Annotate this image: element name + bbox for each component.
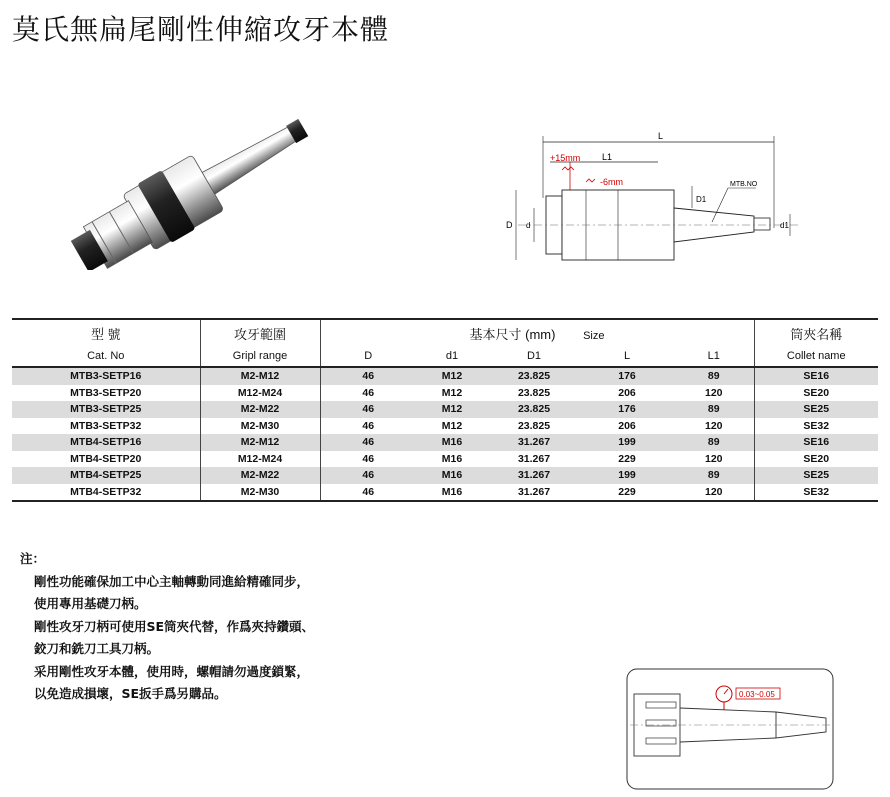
cell-L: 206 — [618, 419, 636, 432]
cell-D1: 31.267 — [488, 484, 580, 502]
cell-cat-no: MTB4-SETP20 — [12, 451, 200, 468]
cell-collet: SE32 — [754, 484, 878, 502]
cell-D1: 31.267 — [488, 434, 580, 451]
cell-d1: M16 — [416, 434, 488, 451]
tolerance-label: 0.03~0.05 — [739, 690, 775, 699]
cell-cat-no: MTB3-SETP25 — [12, 401, 200, 418]
cell-D: 46 — [362, 419, 375, 432]
table-row — [12, 401, 878, 418]
cell-grip-range: M12-M24 — [200, 385, 320, 402]
cell-L1: 89 — [674, 367, 754, 385]
header-col-D1: D1 — [488, 346, 580, 367]
cell-grip-range: M12-M24 — [200, 451, 320, 468]
dim-D: D — [506, 220, 513, 230]
cell-d1: M12 — [416, 367, 488, 385]
cell-collet: SE25 — [754, 467, 878, 484]
cell-L: 229 — [618, 452, 636, 465]
header-collet-en: Collet name — [754, 346, 878, 367]
table-row — [12, 418, 878, 435]
header-col-L: L — [580, 346, 674, 367]
header-col-D: D — [320, 346, 416, 367]
dim-L1: L1 — [602, 152, 613, 162]
cell-d1: M16 — [416, 484, 488, 502]
cell-collet: SE16 — [754, 367, 878, 385]
cell-D: 46 — [362, 386, 375, 399]
cell-D: 46 — [320, 367, 416, 385]
dim-d: d — [526, 221, 531, 230]
table-row — [12, 434, 878, 451]
header-size-en: Size — [583, 329, 605, 342]
note-line: 采用剛性攻牙本體，使用時，螺帽請勿過度鎖緊， — [34, 663, 310, 679]
cell-L1: 120 — [674, 418, 754, 435]
detail-drawing — [626, 668, 838, 792]
cell-collet: SE16 — [754, 434, 878, 451]
cell-collet: SE20 — [803, 452, 830, 465]
note-line: 剛性功能確保加工中心主軸轉動同進給精確同步， — [34, 573, 310, 589]
page-title: 莫氏無扁尾剛性伸縮攻牙本體 — [12, 13, 390, 46]
cell-L1: 89 — [674, 467, 754, 484]
cell-D1: 23.825 — [488, 401, 580, 418]
cell-grip-range: M2-M22 — [200, 401, 320, 418]
note-line: 使用專用基礎刀柄。 — [34, 596, 147, 611]
cell-D: 46 — [320, 484, 416, 502]
notes-heading: 注： — [20, 551, 46, 566]
header-collet-cn: 筒夾名稱 — [790, 326, 843, 342]
cell-L1: 120 — [674, 385, 754, 402]
cell-L: 176 — [580, 367, 674, 385]
header-model-en: Cat. No — [12, 346, 200, 367]
header-col-L1: L1 — [674, 346, 754, 367]
header-range-cn: 攻牙範圍 — [200, 319, 320, 346]
header-size-cn: 基本尺寸 (mm) — [469, 326, 556, 342]
header-range-en: Gripl range — [200, 346, 320, 367]
cell-L: 199 — [580, 467, 674, 484]
cell-cat-no: MTB3-SETP16 — [12, 367, 200, 385]
dim-L: L — [658, 131, 664, 141]
cell-grip-range: M2-M12 — [200, 367, 320, 385]
cell-cat-no: MTB4-SETP25 — [12, 467, 200, 484]
note-line: 鉸刀和銑刀工具刀柄。 — [34, 641, 160, 656]
cell-collet: SE32 — [803, 419, 830, 432]
cell-L1: 89 — [674, 401, 754, 418]
cell-d1: M16 — [416, 467, 488, 484]
cell-d1: M12 — [441, 419, 463, 432]
cell-grip-range: M2-M22 — [200, 467, 320, 484]
dim-minus: -6mm — [600, 177, 623, 187]
cell-L1: 120 — [674, 451, 754, 468]
cell-D: 46 — [362, 452, 375, 465]
product-photo — [60, 110, 330, 270]
cell-grip-range: M2-M30 — [200, 418, 320, 435]
cell-D1: 31.267 — [488, 467, 580, 484]
dim-D1: D1 — [696, 195, 707, 204]
cell-collet: SE25 — [754, 401, 878, 418]
header-size — [320, 319, 754, 346]
cell-cat-no: MTB4-SETP32 — [12, 484, 200, 502]
cell-L: 176 — [580, 401, 674, 418]
dim-plus: +15mm — [550, 153, 581, 163]
notes — [22, 548, 314, 706]
cell-D: 46 — [320, 434, 416, 451]
dim-d1: d1 — [780, 221, 789, 230]
cell-D1: 23.825 — [517, 419, 551, 432]
cell-d1: M16 — [441, 452, 463, 465]
cell-D: 46 — [320, 467, 416, 484]
cell-D1: 23.825 — [488, 367, 580, 385]
cell-L: 206 — [618, 386, 636, 399]
header-model-cn: 型 號 — [12, 319, 200, 346]
cell-L1: 89 — [674, 434, 754, 451]
technical-drawing — [498, 128, 808, 268]
cell-cat-no: MTB4-SETP16 — [12, 434, 200, 451]
cell-collet: SE20 — [803, 386, 830, 399]
header-col-d1: d1 — [416, 346, 488, 367]
table-row — [12, 484, 878, 502]
cell-L: 199 — [580, 434, 674, 451]
note-line: 剛性攻牙刀柄可使用SE筒夾代替，作爲夾持鑽頭、 — [34, 618, 315, 634]
cell-L1: 120 — [674, 484, 754, 502]
note-line: 以免造成損壞，SE扳手爲另購品。 — [34, 686, 227, 701]
mtb-label: MTB.NO — [730, 181, 758, 188]
spec-table — [12, 318, 878, 502]
table-row — [12, 367, 878, 385]
cell-L: 229 — [580, 484, 674, 502]
table-row — [12, 451, 878, 468]
table-row — [12, 385, 878, 402]
table-row — [12, 467, 878, 484]
cell-d1: M12 — [441, 386, 463, 399]
cell-cat-no: MTB3-SETP20 — [12, 385, 200, 402]
cell-D1: 31.267 — [517, 452, 551, 465]
cell-D1: 23.825 — [517, 386, 551, 399]
cell-cat-no: MTB3-SETP32 — [12, 418, 200, 435]
cell-grip-range: M2-M12 — [200, 434, 320, 451]
cell-grip-range: M2-M30 — [200, 484, 320, 502]
cell-d1: M12 — [416, 401, 488, 418]
cell-D: 46 — [320, 401, 416, 418]
